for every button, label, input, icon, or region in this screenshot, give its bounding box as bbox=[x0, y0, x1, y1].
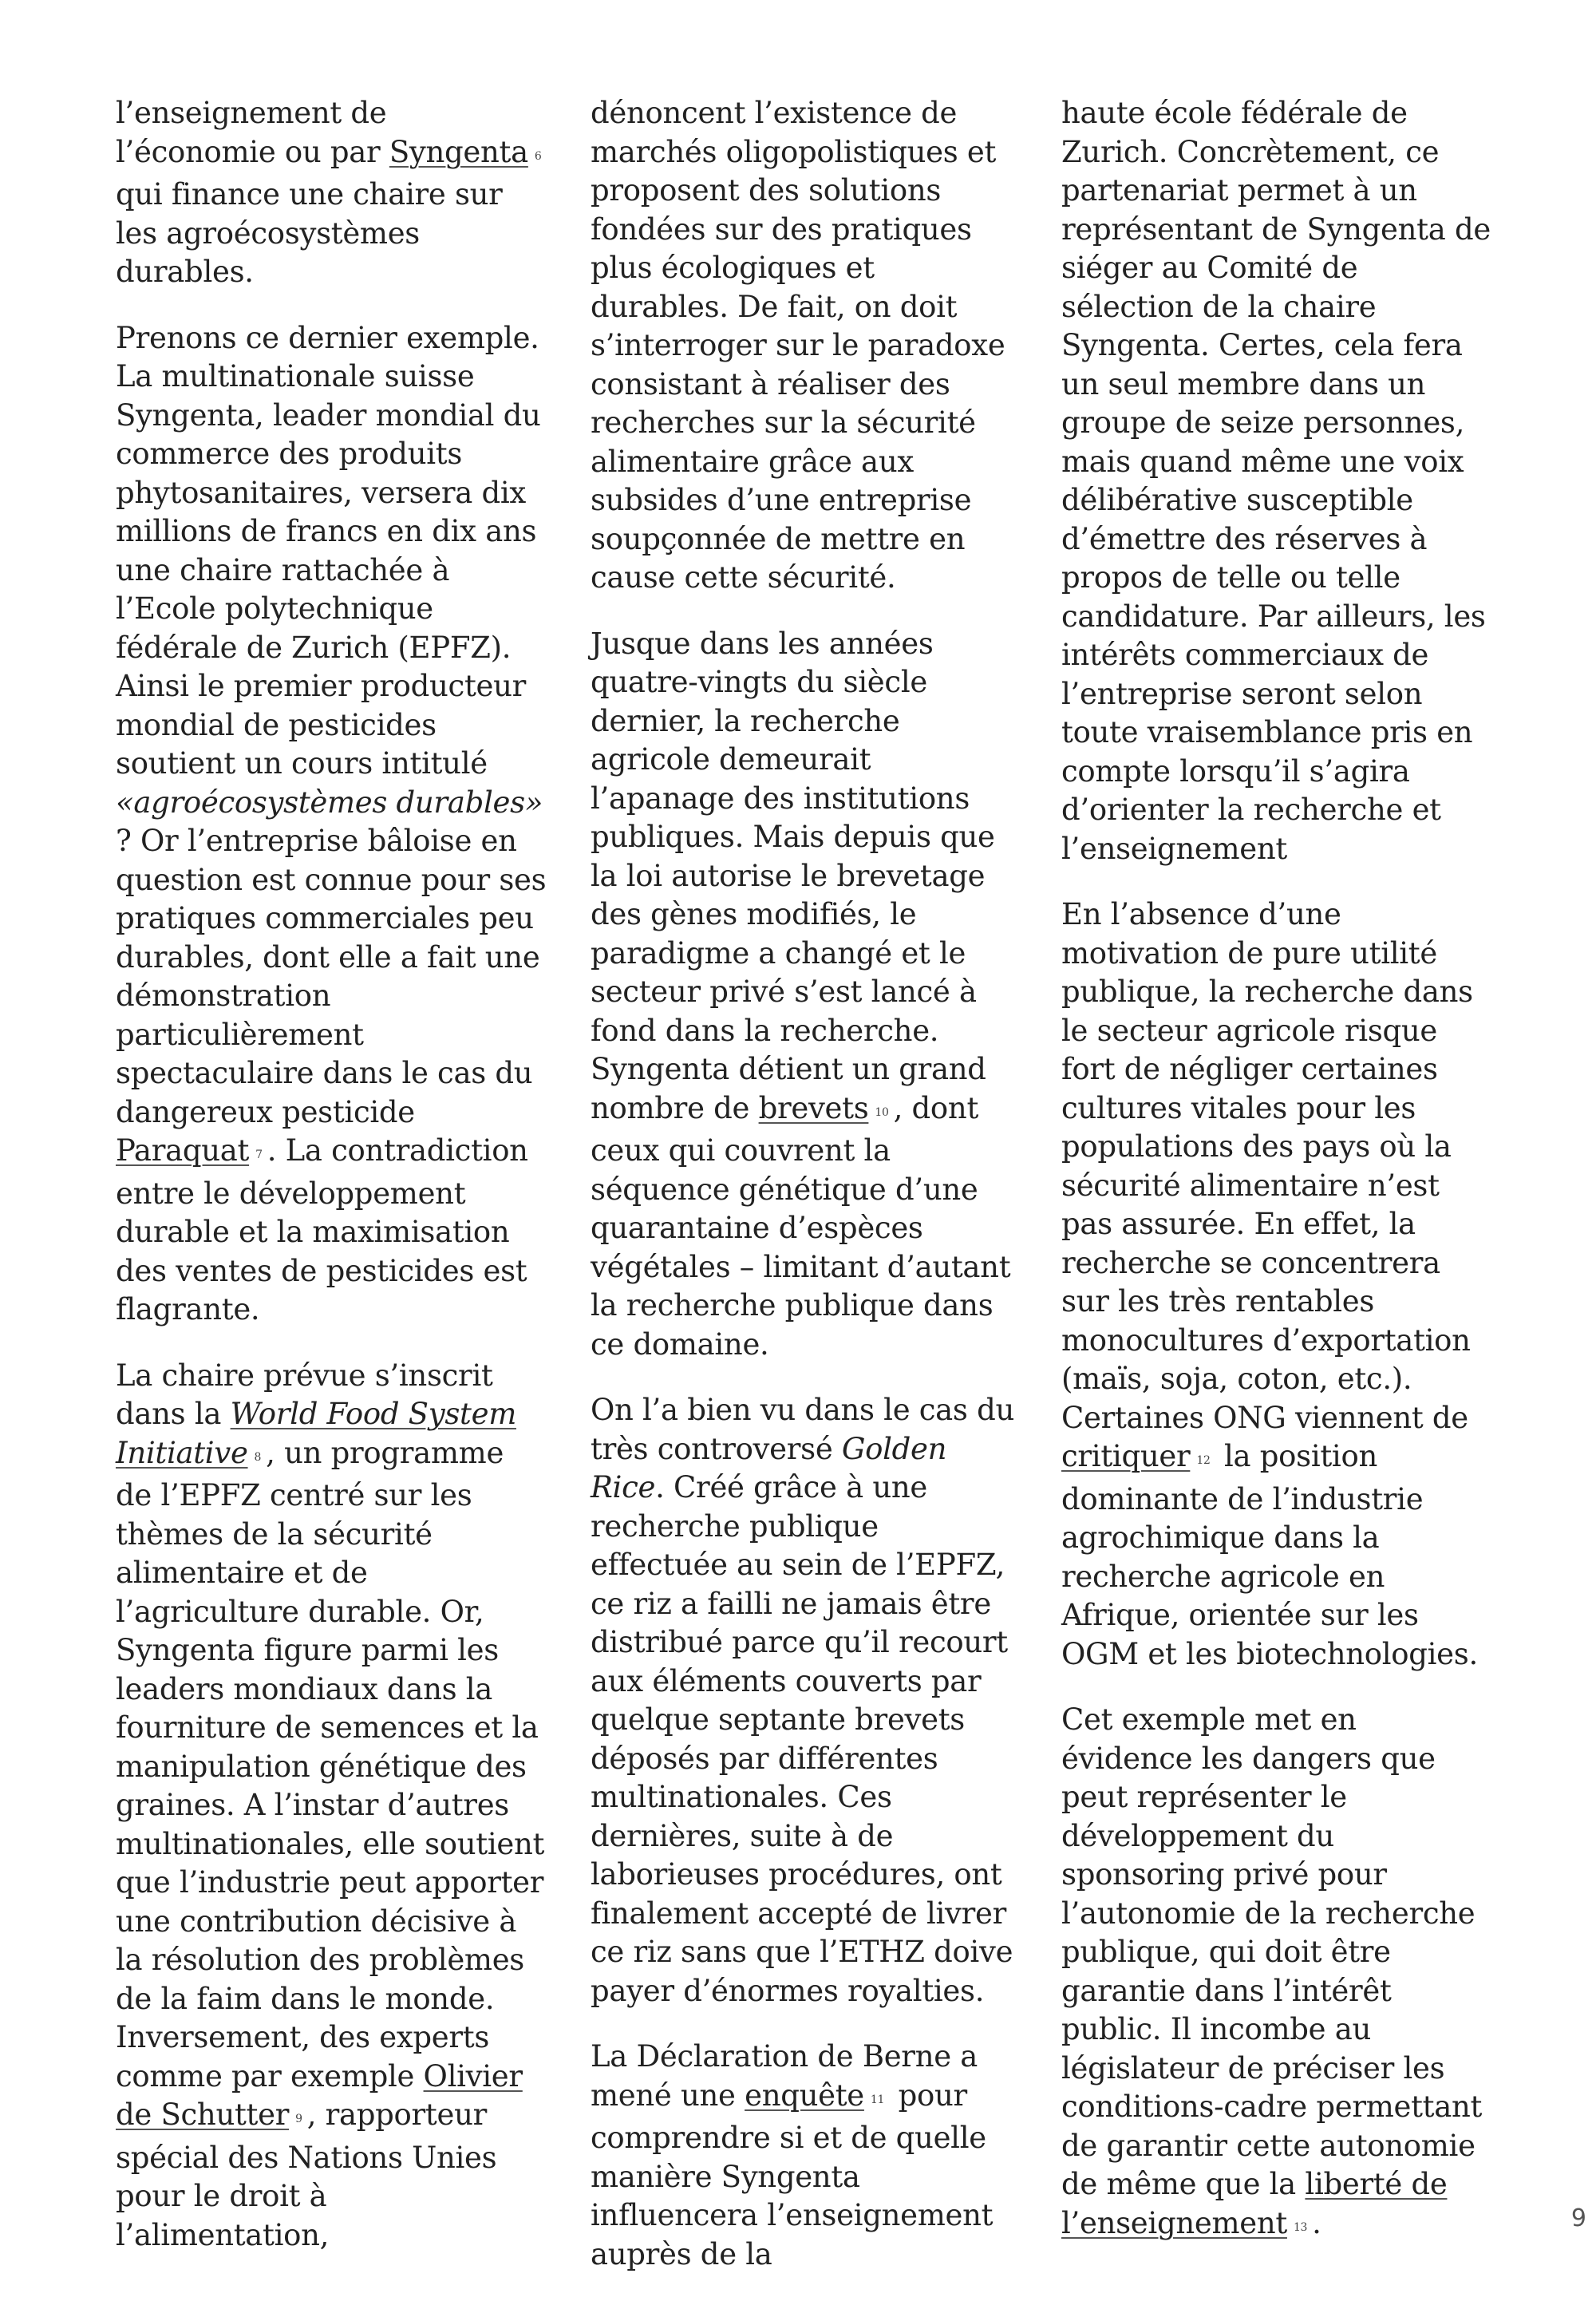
paragraph-text: La Déclaration de Berne a mené une bbox=[591, 2039, 978, 2113]
footnote-ref[interactable]: 6 bbox=[534, 149, 542, 163]
link-paraquat[interactable]: Paraquat bbox=[116, 1133, 250, 1168]
emphasis-text: «agroécosystèmes durables» bbox=[116, 785, 543, 820]
page-number: 9 bbox=[1570, 2204, 1586, 2232]
link-olivier-de-schutter[interactable]: Olivier de Schutter bbox=[116, 2058, 523, 2132]
paragraph bbox=[116, 1357, 547, 2256]
paragraph-text: Cet exemple met en évidence les dangers que peut représenter le développement du sponsoring privé pour l’autonomie de la recherche publique, qui doit être garantie dans l’intérêt public. Il incombe au législateur de préciser les conditions-cadre permettant de garantir cette autonomie de même que la bbox=[1061, 1702, 1483, 2201]
paragraph bbox=[591, 625, 1021, 1365]
footnote-ref[interactable]: 11 bbox=[870, 2093, 885, 2106]
paragraph bbox=[116, 94, 547, 292]
emphasis-text: Golden Rice bbox=[591, 1431, 947, 1504]
text-column-2 bbox=[591, 94, 1021, 2301]
paragraph-text: . La contradiction entre le développement durable et la maximisation des ventes de pesticides est flagrante. bbox=[116, 1133, 528, 1326]
paragraph-text: , dont ceux qui couvrent la séquence génétique d’une quarantaine d’espèces végétales – limitant d’autant la recherche publique dans ce domaine. bbox=[591, 1090, 1011, 1362]
text-column-1 bbox=[116, 94, 547, 2282]
paragraph: haute école fédérale de Zurich. Concrètement, ce partenariat permet à un représentant de Syngenta de siéger au Comité de sélection de la chaire Syngenta. Certes, cela fera un seul membre dans un groupe de seize personnes, mais quand même une voix délibérative susceptible d’émettre des réserves à propos de telle ou telle candidature. Par ailleurs, les intérêts commerciaux de l’entreprise seront selon toute vraisemblance pris en compte lorsqu’il s’agira d’orienter la recherche et l’enseignement bbox=[1061, 96, 1491, 866]
paragraph: dénoncent l’existence de marchés oligopolistiques et proposent des solutions fondées sur des pratiques plus écologiques et durables. De fait, on doit s’interroger sur le paradoxe consistant à réaliser des recherches sur la sécurité alimentaire grâce aux subsides d’une entreprise soupçonnée de mettre en cause cette sécurité. bbox=[591, 96, 1005, 595]
paragraph-text: qui finance une chaire sur les agroécosystèmes durables. bbox=[116, 177, 503, 289]
paragraph-text: , rapporteur spécial des Nations Unies pour le droit à l’alimentation, bbox=[116, 2097, 497, 2252]
footnote-ref[interactable]: 8 bbox=[254, 1450, 262, 1464]
link-syngenta[interactable]: Syngenta bbox=[389, 134, 528, 169]
paragraph-text: La chaire prévue s’inscrit dans la bbox=[116, 1358, 493, 1431]
link-brevets[interactable]: brevets bbox=[758, 1090, 869, 1125]
footnote-ref[interactable]: 10 bbox=[875, 1105, 889, 1119]
footnote-ref[interactable]: 7 bbox=[255, 1149, 263, 1161]
paragraph-text: . Créé grâce à une recherche publique effectuée au sein de l’EPFZ, ce riz a failli ne jamais être distribué parce qu’il recourt aux éléments couverts par quelque septante brevets déposés par différentes multinationales. Ces dernières, suite à de laborieuses procédures, ont finalement accepté de livrer ce riz sans que l’ETHZ doive payer d’énormes royalties. bbox=[591, 1470, 1013, 2008]
paragraph-text: l’enseignement de l’économie ou par bbox=[116, 96, 389, 169]
paragraph-text: On l’a bien vu dans le cas du très controversé bbox=[591, 1393, 1014, 1466]
link-world-food-system-initiative[interactable]: World Food System Initiative bbox=[116, 1397, 516, 1470]
link-critiquer[interactable]: critiquer bbox=[1061, 1439, 1191, 1473]
paragraph bbox=[116, 319, 547, 1330]
paragraph-text: , un programme de l’EPFZ centré sur les thèmes de la sécurité alimentaire et de l’agriculture durable. Or, Syngenta figure parmi les leaders mondiaux dans la fourniture de semences et la manipulation génétique des graines. A l’instar d’autres multinationales, elle soutient que l’industrie peut apporter une contribution décisive à la résolution des problèmes de la faim dans le monde. Inversement, des experts comme par exemple bbox=[116, 1435, 545, 2093]
link-enquete[interactable]: enquête bbox=[745, 2078, 864, 2113]
paragraph-text: . bbox=[1312, 2205, 1321, 2240]
footnote-ref[interactable]: 12 bbox=[1196, 1454, 1211, 1467]
paragraph-text: ? Or l’entreprise bâloise en question est connue pour ses pratiques commerciales peu durables, dont elle a fait une démonstration particulièrement spectaculaire dans le cas du dangereux pesticide bbox=[116, 824, 547, 1129]
paragraph bbox=[1061, 1701, 1492, 2247]
paragraph-text: pour comprendre si et de quelle manière Syngenta influencera l’enseignement auprès de la bbox=[591, 2078, 994, 2271]
paragraph-text: Jusque dans les années quatre-vingts du siècle dernier, la recherche agricole demeurait l’apanage des institutions publiques. Mais depuis que la loi autorise le brevetage des gènes modifiés, le paradigme a changé et le secteur privé s’est lancé à fond dans la recherche. Syngenta détient un grand nombre de bbox=[591, 626, 995, 1125]
paragraph bbox=[1061, 895, 1492, 1674]
paragraph bbox=[591, 1391, 1021, 2010]
paragraph-text: En l’absence d’une motivation de pure utilité publique, la recherche dans le secteur agricole risque fort de négliger certaines cultures vitales pour les populations des pays où la sécurité alimentaire n’est pas assurée. En effet, la recherche se concentrera sur les très rentables monocultures d’exportation (maïs, soja, coton, etc.). Certaines ONG viennent de bbox=[1061, 897, 1473, 1435]
paragraph-text: Prenons ce dernier exemple. La multinationale suisse Syngenta, leader mondial du commerce des produits phytosanitaires, versera dix millions de francs en dix ans une chaire rattachée à l’Ecole polytechnique fédérale de Zurich (EPFZ). Ainsi le premier producteur mondial de pesticides soutient un cours intitulé bbox=[116, 320, 541, 781]
text-column-3 bbox=[1061, 94, 1492, 2274]
paragraph-text: la position dominante de l’industrie agrochimique dans la recherche agricole en Afrique, orientée sur les OGM et les biotechnologies. bbox=[1061, 1439, 1478, 1671]
link-liberte-enseignement[interactable]: liberté de l’enseignement bbox=[1061, 2167, 1448, 2240]
footnote-ref[interactable]: 9 bbox=[295, 2113, 302, 2125]
paragraph bbox=[591, 2038, 1021, 2274]
footnote-ref[interactable]: 13 bbox=[1293, 2220, 1308, 2234]
